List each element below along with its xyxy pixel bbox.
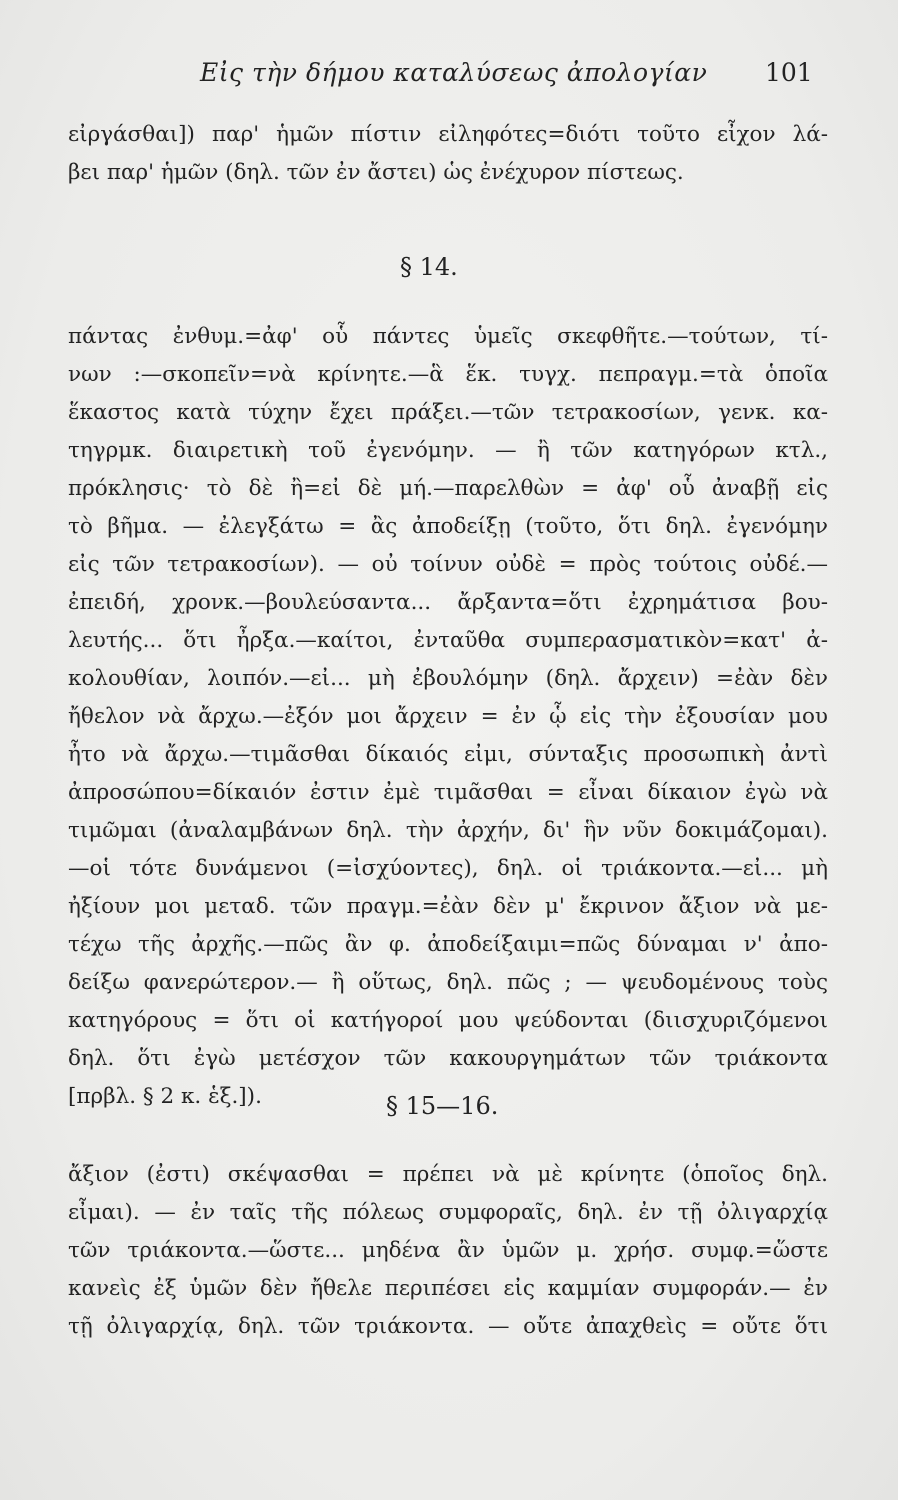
text-line: [πρβλ. § 2 κ. ἑξ.]). [68, 1084, 262, 1109]
section-14-paragraph [68, 318, 828, 1116]
text-line: ἀπροσώπου=δίκαιόν ἐστιν ἐμὲ τιμᾶσθαι = εἶναι δίκαιον ἐγὼ νὰ [68, 780, 828, 805]
running-title: Εἰς τὴν δήμου καταλύσεως ἀπολογίαν [200, 58, 708, 87]
text-line: ἤθελον νὰ ἄρχω.—ἐξόν μοι ἄρχειν = ἐν ᾧ εἰς τὴν ἐξουσίαν μου [68, 704, 828, 729]
text-line: πρόκλησις· τὸ δὲ ἢ=εἰ δὲ μή.—παρελθὼν = ἀφ' οὗ ἀναβῇ εἰς [68, 476, 828, 501]
text-line: τέχω τῆς ἀρχῆς.—πῶς ἂν φ. ἀποδείξαιμι=πῶς δύναμαι ν' ἀπο- [68, 932, 828, 957]
text-line: νων :—σκοπεῖν=νὰ κρίνητε.—ἃ ἕκ. τυγχ. πεπραγμ.=τὰ ὁποῖα [68, 362, 828, 387]
text-line: λευτής... ὅτι ἦρξα.—καίτοι, ἐνταῦθα συμπερασματικὸν=κατ' ἀ- [68, 628, 828, 653]
text-line: —οἱ τότε δυνάμενοι (=ἰσχύοντες), δηλ. οἱ τριάκοντα.—εἰ... μὴ [68, 856, 828, 881]
text-line: τῇ ὀλιγαρχίᾳ, δηλ. τῶν τριάκοντα. — οὔτε ἀπαχθεὶς = οὔτε ὅτι [68, 1314, 828, 1339]
text-line: δείξω φανερώτερον.— ἢ οὕτως, δηλ. πῶς ; — ψευδομένους τοὺς [68, 970, 828, 995]
text-line: ἕκαστος κατὰ τύχην ἔχει πράξει.—τῶν τετρακοσίων, γενκ. κα- [68, 400, 828, 425]
text-line: εἰργάσθαι]) παρ' ἡμῶν πίστιν εἰληφότες=διότι τοῦτο εἶχον λά- [68, 122, 828, 147]
text-line: κανεὶς ἐξ ὑμῶν δὲν ἤθελε περιπέσει εἰς καμμίαν συμφοράν.— ἐν [68, 1276, 828, 1301]
text-line: εἶμαι). — ἐν ταῖς τῆς πόλεως συμφοραῖς, δηλ. ἐν τῇ ὀλιγαρχίᾳ [68, 1200, 828, 1225]
text-line: ἠξίουν μοι μεταδ. τῶν πραγμ.=ἐὰν δὲν μ' ἔκρινον ἄξιον νὰ με- [68, 894, 828, 919]
text-line: πάντας ἐνθυμ.=ἀφ' οὗ πάντες ὑμεῖς σκεφθῆτε.—τούτων, τί- [68, 324, 828, 349]
text-line: κολουθίαν, λοιπόν.—εἰ... μὴ ἐβουλόμην (δηλ. ἄρχειν) =ἐὰν δὲν [68, 666, 828, 691]
section-heading-text: § 14. [400, 253, 458, 281]
text-line: εἰς τῶν τετρακοσίων). — οὐ τοίνυν οὐδὲ = πρὸς τούτοις οὐδέ.— [68, 552, 828, 577]
text-line: ἦτο νὰ ἄρχω.—τιμᾶσθαι δίκαιός εἰμι, σύνταξις προσωπικὴ ἀντὶ [68, 742, 828, 767]
running-head [0, 58, 898, 94]
text-line: τηγρμκ. διαιρετικὴ τοῦ ἐγενόμην. — ἢ τῶν κατηγόρων κτλ., [68, 438, 828, 463]
text-line: βει παρ' ἡμῶν (δηλ. τῶν ἐν ἄστει) ὡς ἐνέχυρον πίστεως. [68, 160, 684, 185]
text-line: τιμῶμαι (ἀναλαμβάνων δηλ. τὴν ἀρχήν, δι' ἣν νῦν δοκιμάζομαι). [68, 818, 828, 843]
text-line: ἐπειδή, χρονκ.—βουλεύσαντα... ἄρξαντα=ὅτι ἐχρημάτισα βου- [68, 590, 828, 615]
page-number: 101 [765, 58, 813, 87]
intro-paragraph [68, 116, 828, 192]
text-line: τῶν τριάκοντα.—ὥστε... μηδένα ἂν ὑμῶν μ. χρήσ. συμφ.=ὥστε [68, 1238, 828, 1263]
section-15-16-paragraph [68, 1156, 828, 1346]
section-heading-text: § 15—16. [386, 1092, 499, 1120]
text-line: κατηγόρους = ὅτι οἱ κατήγοροί μου ψεύδονται (διισχυριζόμενοι [68, 1008, 828, 1033]
text-line: ἄξιον (ἐστι) σκέψασθαι = πρέπει νὰ μὲ κρίνητε (ὁποῖος δηλ. [68, 1162, 828, 1187]
text-line: τὸ βῆμα. — ἐλεγξάτω = ἂς ἀποδείξῃ (τοῦτο, ὅτι δηλ. ἐγενόμην [68, 514, 828, 539]
text-line: δηλ. ὅτι ἐγὼ μετέσχον τῶν κακουργημάτων τῶν τριάκοντα [68, 1046, 828, 1071]
